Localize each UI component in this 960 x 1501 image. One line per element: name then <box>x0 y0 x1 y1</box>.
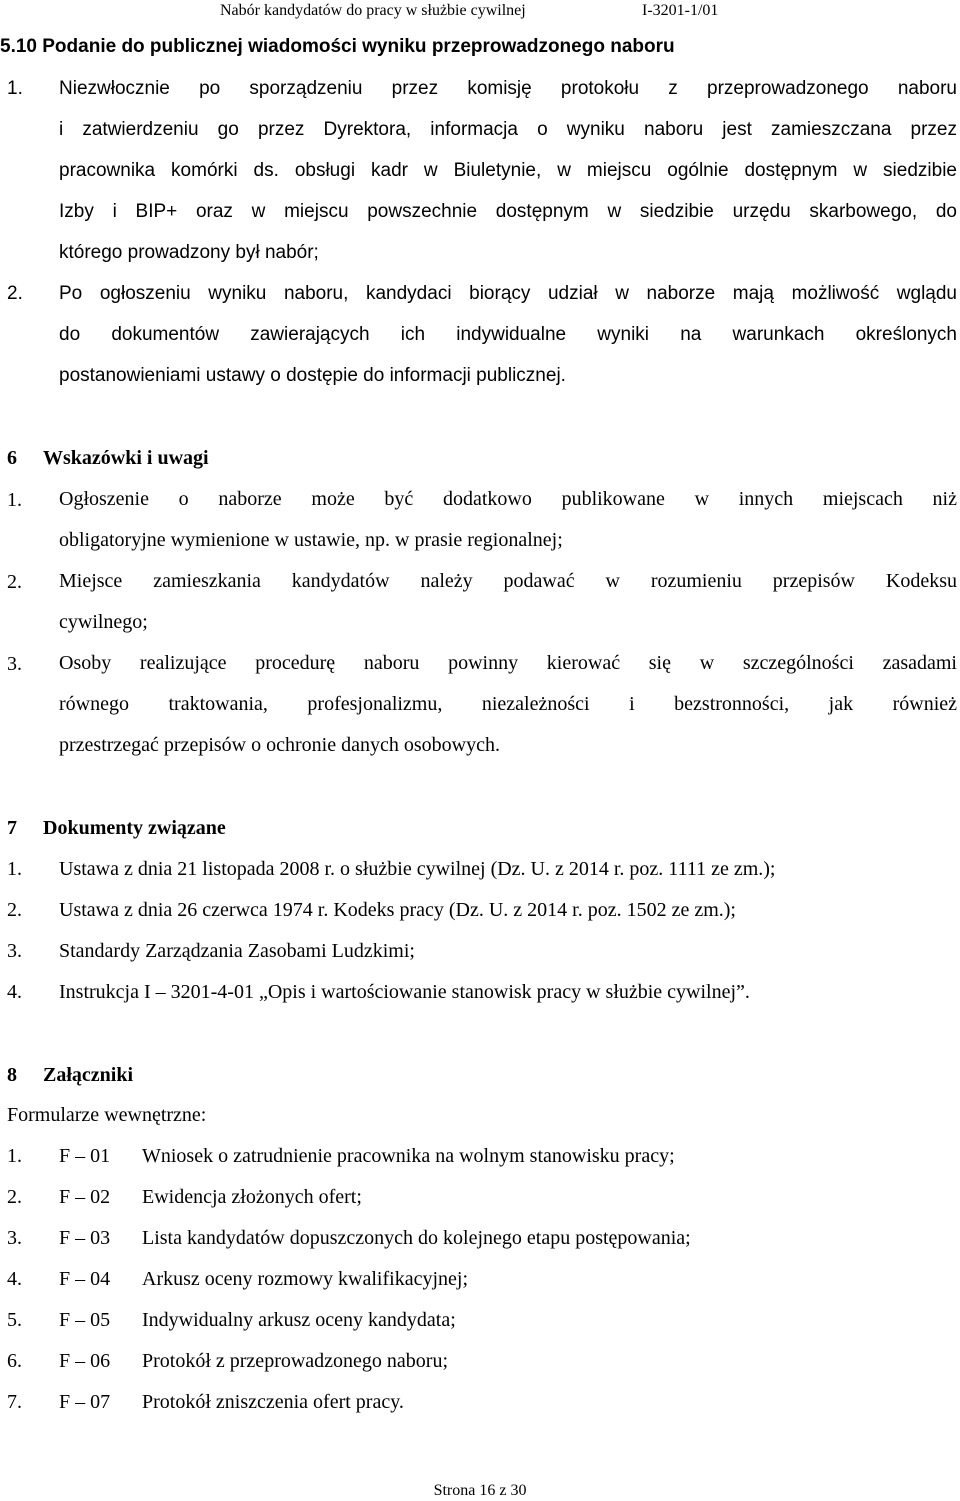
related-document-text: Standardy Zarządzania Zasobami Ludzkimi; <box>59 940 415 962</box>
related-document-item <box>0 940 960 970</box>
form-item <box>0 1145 960 1175</box>
text-line: Izby i BIP+ oraz w miejscu powszechnie dostępnym w siedzibie urzędu skarbowego, do <box>59 201 957 222</box>
section-number: 6 <box>7 447 17 469</box>
form-code: F – 07 <box>59 1391 111 1413</box>
form-description: Lista kandydatów dopuszczonych do kolejnego etapu postępowania; <box>142 1227 691 1249</box>
item-number: 2. <box>7 283 23 304</box>
text-line: równego traktowania, profesjonalizmu, niezależności i bezstronności, jak również <box>59 693 957 715</box>
item-number: 1. <box>7 489 22 511</box>
item-number: 1. <box>7 858 22 880</box>
text-line: Po ogłoszeniu wyniku naboru, kandydaci biorący udział w naborze mają możliwość wglądu <box>59 283 957 304</box>
section-title: Dokumenty związane <box>43 817 226 839</box>
item-number: 1. <box>7 1145 22 1167</box>
form-code: F – 01 <box>59 1145 111 1167</box>
text-line: przestrzegać przepisów o ochronie danych osobowych. <box>59 734 500 756</box>
text-line: Osoby realizujące procedurę naboru powinny kierować się w szczególności zasadami <box>59 652 957 674</box>
text-line: Ogłoszenie o naborze może być dodatkowo publikowane w innych miejscach niż <box>59 488 957 510</box>
form-description: Arkusz oceny rozmowy kwalifikacyjnej; <box>142 1268 469 1290</box>
document-title: Nabór kandydatów do pracy w służbie cywilnej <box>220 2 526 19</box>
item-number: 7. <box>7 1391 22 1413</box>
form-item <box>0 1227 960 1257</box>
text-line: i zatwierdzeniu go przez Dyrektora, informacja o wyniku naboru jest zamieszczana przez <box>59 119 957 140</box>
section-title: Załączniki <box>43 1064 134 1086</box>
section-7-heading <box>7 817 226 840</box>
related-document-text: Instrukcja I – 3201-4-01 „Opis i wartościowanie stanowisk pracy w służbie cywilnej”. <box>59 981 750 1003</box>
item-number: 4. <box>7 1268 22 1290</box>
form-item <box>0 1186 960 1216</box>
form-item <box>0 1350 960 1380</box>
item-number: 4. <box>7 981 22 1003</box>
related-document-item <box>0 981 960 1011</box>
text-line: do dokumentów zawierających ich indywidualne wyniki na warunkach określonych <box>59 324 957 345</box>
related-document-item <box>0 858 960 888</box>
form-code: F – 02 <box>59 1186 111 1208</box>
form-description: Indywidualny arkusz oceny kandydata; <box>142 1309 456 1331</box>
item-number: 5. <box>7 1309 22 1331</box>
text-line: Niezwłocznie po sporządzeniu przez komisję protokołu z przeprowadzonego naboru <box>59 78 957 99</box>
item-number: 3. <box>7 940 22 962</box>
section-6-heading <box>7 447 209 470</box>
form-code: F – 03 <box>59 1227 111 1249</box>
section-title: Wskazówki i uwagi <box>43 447 209 469</box>
text-line: Miejsce zamieszkania kandydatów należy podawać w rozumieniu przepisów Kodeksu <box>59 570 957 592</box>
section-number: 8 <box>7 1064 17 1086</box>
related-document-item <box>0 899 960 929</box>
form-item <box>0 1309 960 1339</box>
page-number: Strona 16 z 30 <box>433 1482 527 1499</box>
related-document-text: Ustawa z dnia 26 czerwca 1974 r. Kodeks pracy (Dz. U. z 2014 r. poz. 1502 ze zm.); <box>59 899 736 921</box>
section-number: 7 <box>7 817 17 839</box>
section-8-heading <box>7 1064 133 1087</box>
form-item <box>0 1268 960 1298</box>
text-line: którego prowadzony był nabór; <box>59 242 319 263</box>
form-code: F – 04 <box>59 1268 111 1290</box>
item-number: 1. <box>7 78 23 99</box>
form-code: F – 05 <box>59 1309 111 1331</box>
form-description: Protokół z przeprowadzonego naboru; <box>142 1350 449 1372</box>
page-header <box>0 2 960 24</box>
text-line: pracownika komórki ds. obsługi kadr w Biuletynie, w miejscu ogólnie dostępnym w siedzibie <box>59 160 957 181</box>
form-item <box>0 1391 960 1421</box>
item-number: 2. <box>7 899 22 921</box>
form-description: Ewidencja złożonych ofert; <box>142 1186 362 1208</box>
form-description: Wniosek o zatrudnienie pracownika na wolnym stanowisku pracy; <box>142 1145 675 1167</box>
attachments-subheading: Formularze wewnętrzne: <box>7 1104 207 1126</box>
item-number: 6. <box>7 1350 22 1372</box>
form-description: Protokół zniszczenia ofert pracy. <box>142 1391 404 1413</box>
document-code: I-3201-1/01 <box>642 2 719 19</box>
section-5-10-heading: 5.10 Podanie do publicznej wiadomości wyniku przeprowadzonego naboru <box>0 36 675 57</box>
text-line: postanowieniami ustawy o dostępie do informacji publicznej. <box>59 365 566 386</box>
item-number: 3. <box>7 653 22 675</box>
text-line: obligatoryjne wymienione w ustawie, np. w prasie regionalnej; <box>59 529 563 551</box>
item-number: 2. <box>7 571 22 593</box>
related-document-text: Ustawa z dnia 21 listopada 2008 r. o służbie cywilnej (Dz. U. z 2014 r. poz. 1111 ze zm.); <box>59 858 776 880</box>
item-number: 3. <box>7 1227 22 1249</box>
item-number: 2. <box>7 1186 22 1208</box>
text-line: cywilnego; <box>59 611 148 633</box>
form-code: F – 06 <box>59 1350 111 1372</box>
